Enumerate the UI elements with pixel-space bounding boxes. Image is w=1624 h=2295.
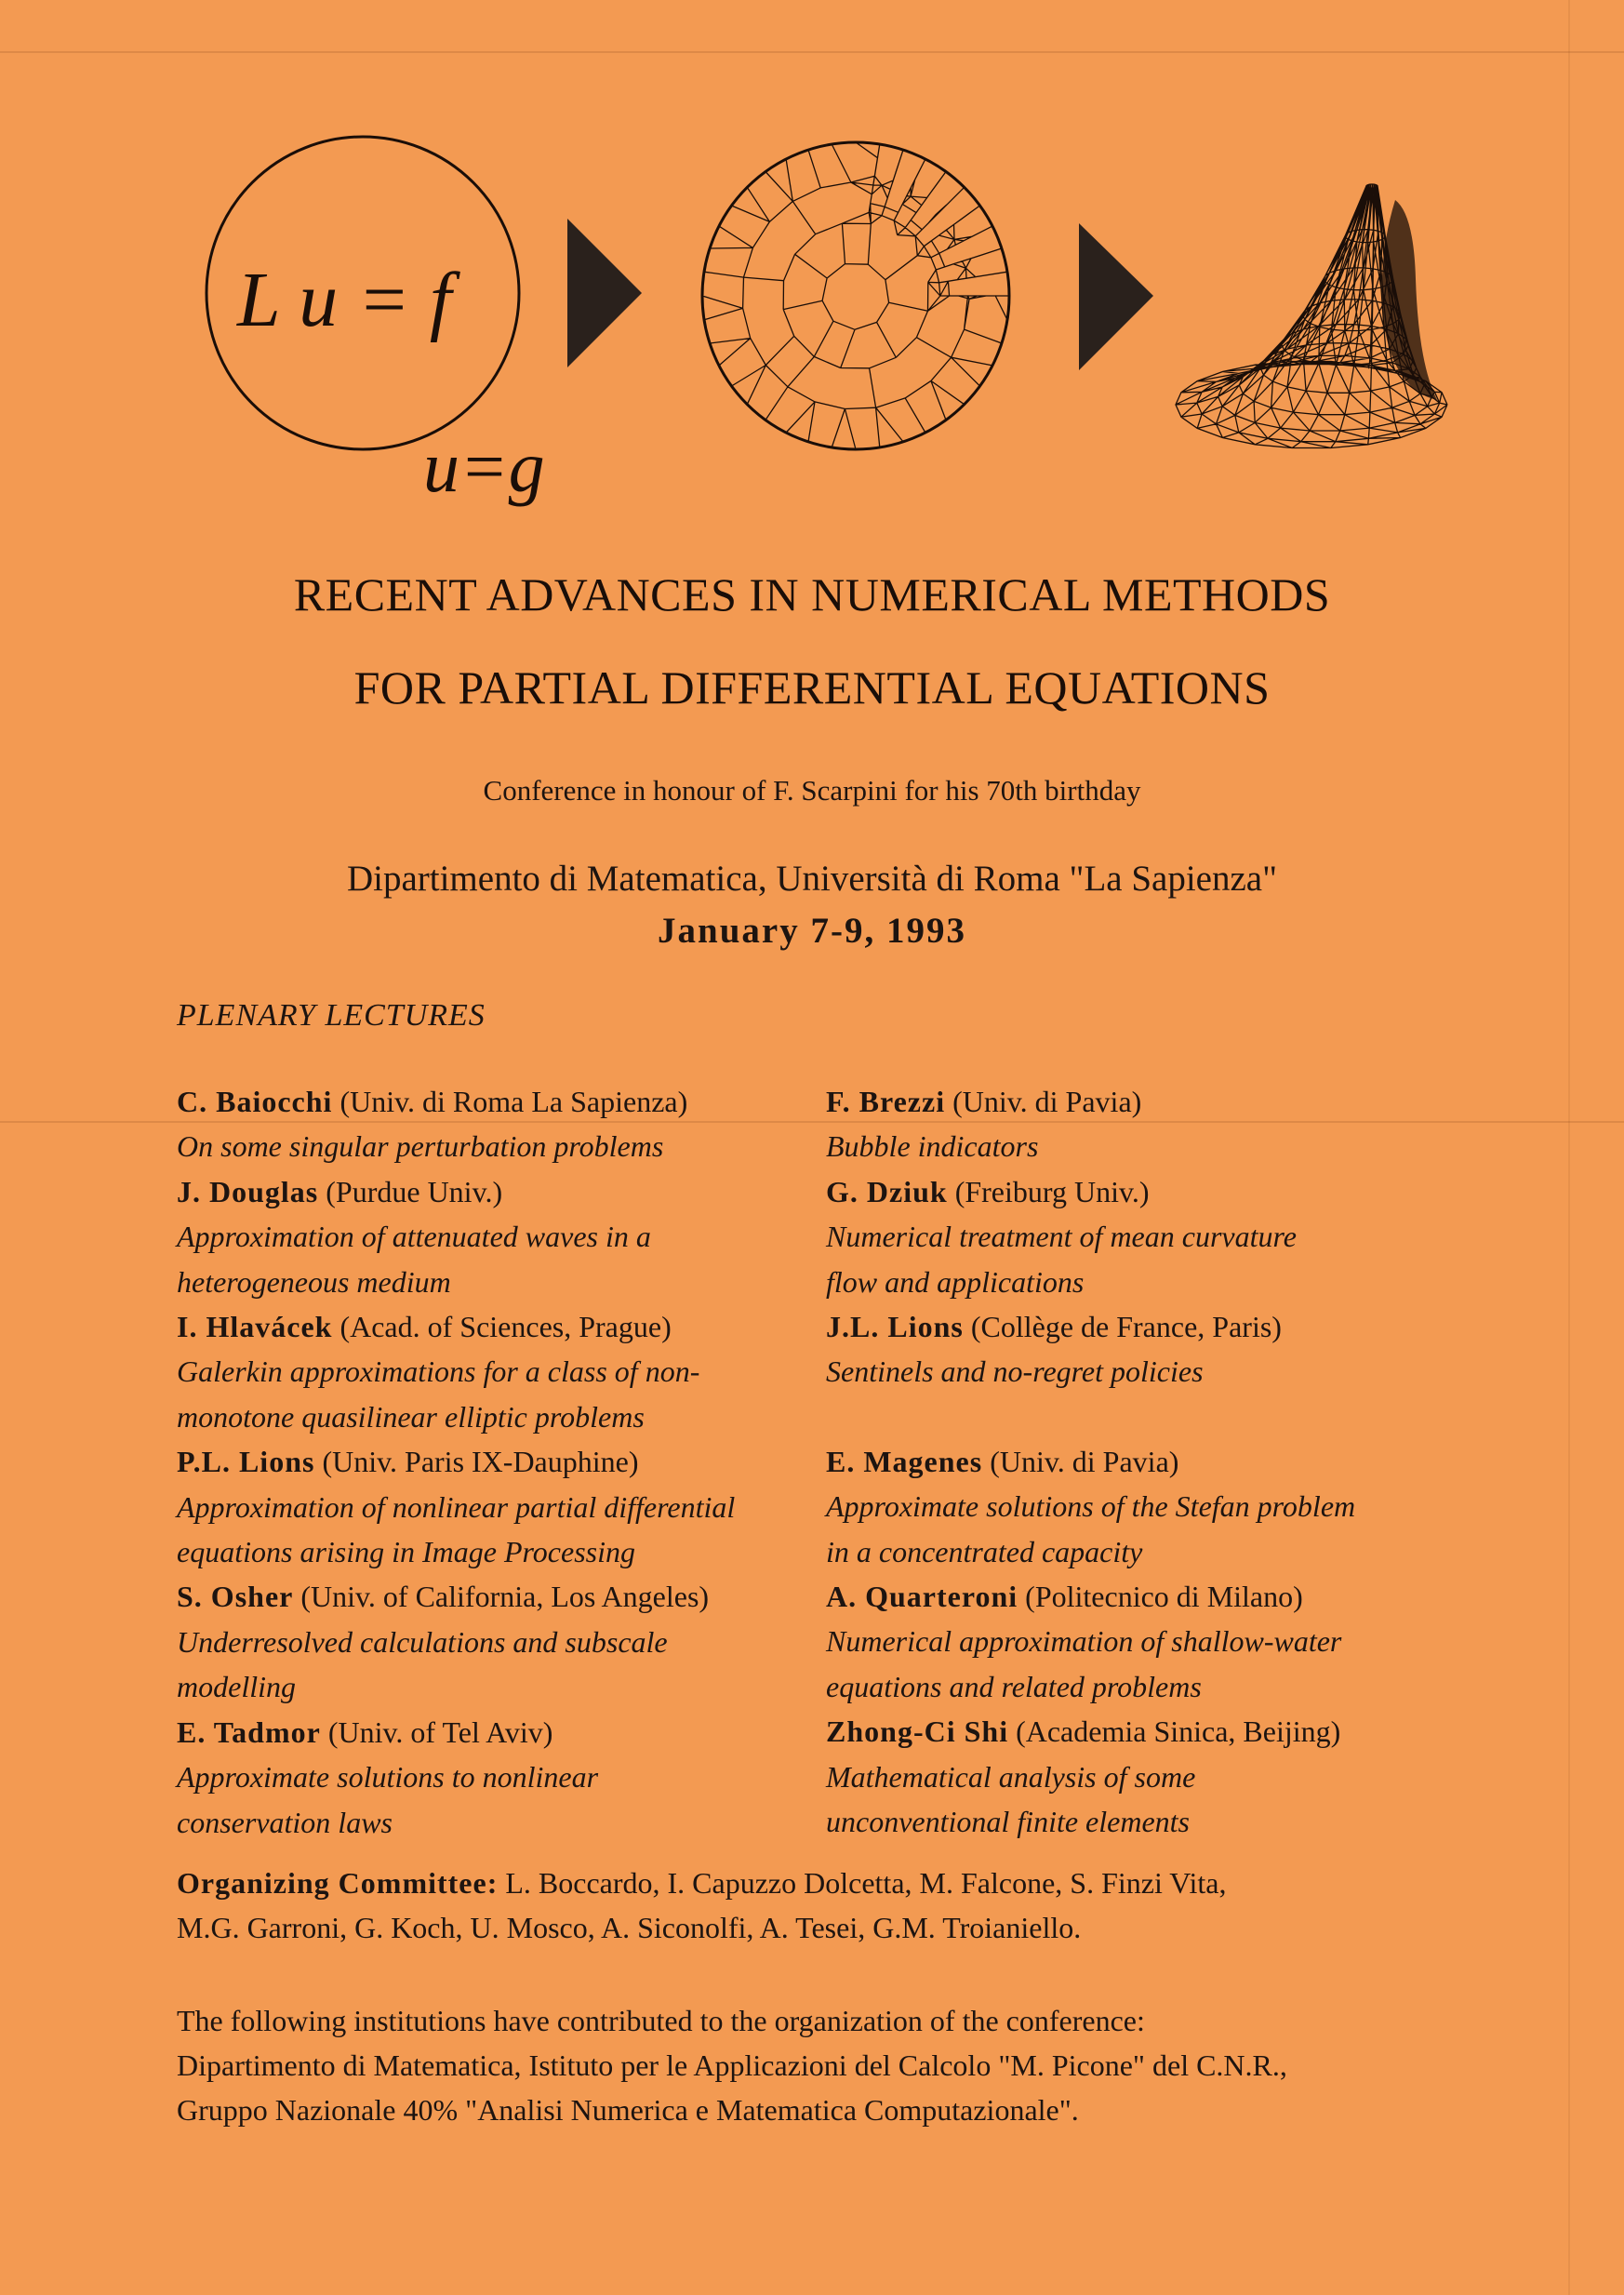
subtitle: Conference in honour of F. Scarpini for his 70th birthday <box>483 774 1141 807</box>
lecture-title: Bubble indicators <box>826 1129 1039 1164</box>
speaker-line <box>826 1574 1421 1619</box>
contributors-block <box>177 1998 1479 2132</box>
speaker-affiliation: (Univ. of Tel Aviv) <box>320 1715 553 1749</box>
title-line-1: RECENT ADVANCES IN NUMERICAL METHODS <box>293 568 1331 620</box>
lecture-title: Numerical treatment of mean curvature <box>826 1220 1297 1254</box>
lecture-entry <box>177 1710 828 1845</box>
speaker-line <box>826 1304 1421 1349</box>
lecture-entry <box>826 1079 1421 1169</box>
lecture-entry <box>826 1439 1421 1574</box>
boundary-condition-text: u=g <box>423 426 545 507</box>
venue: Dipartimento di Matematica, Università di Roma "La Sapienza" <box>346 859 1278 899</box>
lecture-entry <box>177 1169 828 1304</box>
header-illustration <box>0 0 1624 521</box>
lecture-entry <box>177 1439 828 1574</box>
speaker-name: G. Dziuk <box>826 1174 948 1208</box>
speaker-line <box>177 1574 828 1619</box>
speaker-affiliation: (Freiburg Univ.) <box>947 1174 1150 1208</box>
organizing-committee <box>177 1861 1460 1950</box>
lecture-title: Approximate solutions to nonlinear <box>177 1760 599 1795</box>
speaker-affiliation: (Politecnico di Milano) <box>1018 1580 1303 1614</box>
lecture-title: Sentinels and no-regret policies <box>826 1354 1204 1389</box>
contributors-line: The following institutions have contributed to the organization of the conference: <box>177 2004 1145 2037</box>
speaker-affiliation: (Univ. di Roma La Sapienza) <box>332 1085 688 1118</box>
lecture-title: modelling <box>177 1670 296 1704</box>
organizing-members-1: L. Boccardo, I. Capuzzo Dolcetta, M. Falcone, S. Finzi Vita, <box>498 1866 1227 1900</box>
speaker-line <box>177 1169 828 1214</box>
speaker-line <box>826 1709 1421 1754</box>
speaker-name: I. Hlavácek <box>177 1310 333 1344</box>
contributors-line: Dipartimento di Matematica, Istituto per le Applicazioni del Calcolo "M. Picone" del C.N.R., <box>177 2048 1287 2082</box>
lecture-entry <box>826 1574 1421 1709</box>
speaker-affiliation: (Univ. di Pavia) <box>982 1444 1179 1478</box>
speaker-line <box>826 1079 1421 1124</box>
equation-text: L u = f <box>237 257 452 343</box>
speaker-name: F. Brezzi <box>826 1085 946 1118</box>
lecture-title: conservation laws <box>177 1805 393 1839</box>
speaker-name: Zhong-Ci Shi <box>826 1715 1009 1749</box>
title-line-2: FOR PARTIAL DIFFERENTIAL EQUATIONS <box>353 661 1271 714</box>
lecture-title: heterogeneous medium <box>177 1264 451 1299</box>
organizing-label: Organizing Committee: <box>177 1866 499 1900</box>
arrow-icon <box>567 219 642 367</box>
lecture-title: Mathematical analysis of some <box>826 1759 1196 1794</box>
lecture-title: Galerkin approximations for a class of non- <box>177 1354 700 1389</box>
solution-surface-icon <box>1176 184 1447 448</box>
speaker-affiliation: (Acad. of Sciences, Prague) <box>332 1310 672 1344</box>
speaker-line <box>826 1439 1421 1484</box>
speaker-affiliation: (Academia Sinica, Beijing) <box>1008 1715 1341 1749</box>
speaker-affiliation: (Univ. di Pavia) <box>945 1085 1142 1118</box>
lecture-entry <box>826 1709 1421 1844</box>
speaker-line <box>177 1710 828 1755</box>
triangulated-mesh-icon <box>702 142 1009 449</box>
lecture-title: in a concentrated capacity <box>826 1534 1143 1568</box>
speaker-name: A. Quarteroni <box>826 1580 1018 1614</box>
speaker-name: P.L. Lions <box>177 1445 315 1479</box>
lecture-title: monotone quasilinear elliptic problems <box>177 1399 645 1434</box>
lecture-title: On some singular perturbation problems <box>177 1129 664 1164</box>
column-spacer <box>826 1394 1421 1439</box>
lecture-title: unconventional finite elements <box>826 1805 1190 1839</box>
lecture-entry <box>177 1304 828 1439</box>
speaker-name: C. Baiocchi <box>177 1085 333 1118</box>
speaker-name: E. Magenes <box>826 1444 983 1478</box>
speaker-line <box>177 1304 828 1349</box>
lecture-entry <box>177 1079 828 1169</box>
contributors-line: Gruppo Nazionale 40% "Analisi Numerica e Matematica Computazionale". <box>177 2093 1079 2127</box>
plenary-heading: PLENARY LECTURES <box>177 998 486 1033</box>
lecture-title: Numerical approximation of shallow-water <box>826 1624 1342 1659</box>
conference-dates: January 7-9, 1993 <box>658 911 966 951</box>
lectures-right-column <box>826 1079 1421 1845</box>
lecture-title: equations arising in Image Processing <box>177 1535 635 1569</box>
lecture-title: equations and related problems <box>826 1669 1202 1703</box>
speaker-name: S. Osher <box>177 1580 294 1614</box>
lecture-title: Approximation of nonlinear partial differential <box>177 1489 736 1524</box>
lecture-title: Approximation of attenuated waves in a <box>177 1220 651 1254</box>
lecture-title: Approximate solutions of the Stefan problem <box>826 1489 1356 1524</box>
organizing-members-2: M.G. Garroni, G. Koch, U. Mosco, A. Siconolfi, A. Tesei, G.M. Troianiello. <box>177 1911 1082 1944</box>
speaker-name: J.L. Lions <box>826 1310 964 1344</box>
speaker-affiliation: (Purdue Univ.) <box>318 1174 503 1208</box>
lectures-left-column <box>177 1079 828 1845</box>
lecture-title: flow and applications <box>826 1264 1085 1299</box>
speaker-affiliation: (Collège de France, Paris) <box>963 1310 1282 1344</box>
speaker-name: J. Douglas <box>177 1174 319 1208</box>
speaker-line <box>177 1079 828 1124</box>
speaker-affiliation: (Univ. of California, Los Angeles) <box>293 1580 710 1614</box>
lecture-entry <box>826 1169 1421 1304</box>
lecture-entry <box>826 1304 1421 1394</box>
speaker-line <box>177 1439 828 1484</box>
speaker-line <box>826 1169 1421 1214</box>
speaker-name: E. Tadmor <box>177 1715 321 1749</box>
arrow-icon <box>1079 223 1153 370</box>
speaker-affiliation: (Univ. Paris IX-Dauphine) <box>314 1445 639 1479</box>
lecture-entry <box>177 1574 828 1709</box>
lecture-title: Underresolved calculations and subscale <box>177 1624 668 1659</box>
